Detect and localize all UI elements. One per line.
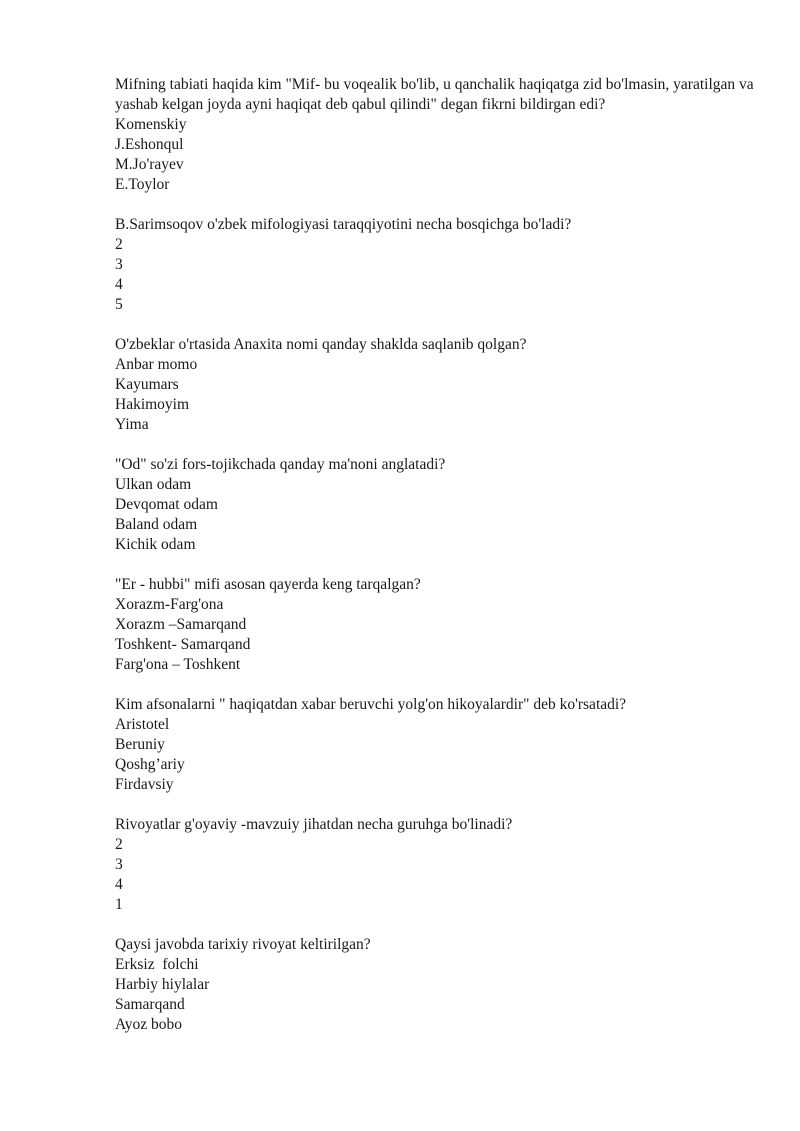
question-text: Mifning tabiati haqida kim "Mif- bu voqealik bo'lib, u qanchalik haqiqatga zid bo'lmasin, yaratilgan va yashab kelgan joyda ayni haqiqat deb qabul qilindi" degan fikrni bildirgan edi? <box>115 76 754 113</box>
answer-option: 5 <box>115 296 123 313</box>
answer-option: Ayoz bobo <box>115 1016 183 1033</box>
answer-option: Farg'ona – Toshkent <box>115 656 241 673</box>
answer-option: Kayumars <box>115 376 179 393</box>
answer-option: Hakimoyim <box>115 396 190 413</box>
question-block-5 <box>115 575 755 675</box>
answer-option: Toshkent- Samarqand <box>115 636 251 653</box>
answer-option: Erksiz folchi <box>115 956 199 973</box>
answer-option: Xorazm-Farg'ona <box>115 596 224 613</box>
question-block-6 <box>115 695 755 795</box>
answer-option: M.Jo'rayev <box>115 156 184 173</box>
question-text: Qaysi javobda tarixiy rivoyat keltirilgan? <box>115 936 371 953</box>
question-block-7 <box>115 815 755 915</box>
question-block-3 <box>115 335 755 435</box>
answer-option: Qoshg’ariy <box>115 756 185 773</box>
question-text: Kim afsonalarni " haqiqatdan xabar beruvchi yolg'on hikoyalardir" deb ko'rsatadi? <box>115 696 627 713</box>
answer-option: Yima <box>115 416 149 433</box>
question-text: "Od" so'zi fors-tojikchada qanday ma'noni anglatadi? <box>115 456 446 473</box>
answer-option: E.Toylor <box>115 176 170 193</box>
answer-option: 1 <box>115 896 123 913</box>
question-text: O'zbeklar o'rtasida Anaxita nomi qanday shaklda saqlanib qolgan? <box>115 336 527 353</box>
question-block-4 <box>115 455 755 555</box>
answer-option: Aristotel <box>115 716 170 733</box>
answer-option: Samarqand <box>115 996 185 1013</box>
answer-option: Komenskiy <box>115 116 187 133</box>
answer-option: Baland odam <box>115 516 198 533</box>
answer-option: 4 <box>115 876 123 893</box>
answer-option: Beruniy <box>115 736 165 753</box>
answer-option: 4 <box>115 276 123 293</box>
answer-option: Harbiy hiylalar <box>115 976 210 993</box>
quiz-content <box>115 75 755 1055</box>
answer-option: 3 <box>115 256 123 273</box>
answer-option: Ulkan odam <box>115 476 192 493</box>
question-block-8 <box>115 935 755 1035</box>
answer-option: Kichik odam <box>115 536 196 553</box>
question-block-1 <box>115 75 755 195</box>
answer-option: Devqomat odam <box>115 496 218 513</box>
question-text: B.Sarimsoqov o'zbek mifologiyasi taraqqiyotini necha bosqichga bo'ladi? <box>115 216 572 233</box>
answer-option: J.Eshonqul <box>115 136 184 153</box>
answer-option: 3 <box>115 856 123 873</box>
question-text: "Er - hubbi" mifi asosan qayerda keng tarqalgan? <box>115 576 421 593</box>
answer-option: Anbar momo <box>115 356 198 373</box>
answer-option: 2 <box>115 836 123 853</box>
answer-option: Firdavsiy <box>115 776 174 793</box>
question-block-2 <box>115 215 755 315</box>
answer-option: Xorazm –Samarqand <box>115 616 247 633</box>
answer-option: 2 <box>115 236 123 253</box>
question-text: Rivoyatlar g'oyaviy -mavzuiy jihatdan necha guruhga bo'linadi? <box>115 816 513 833</box>
